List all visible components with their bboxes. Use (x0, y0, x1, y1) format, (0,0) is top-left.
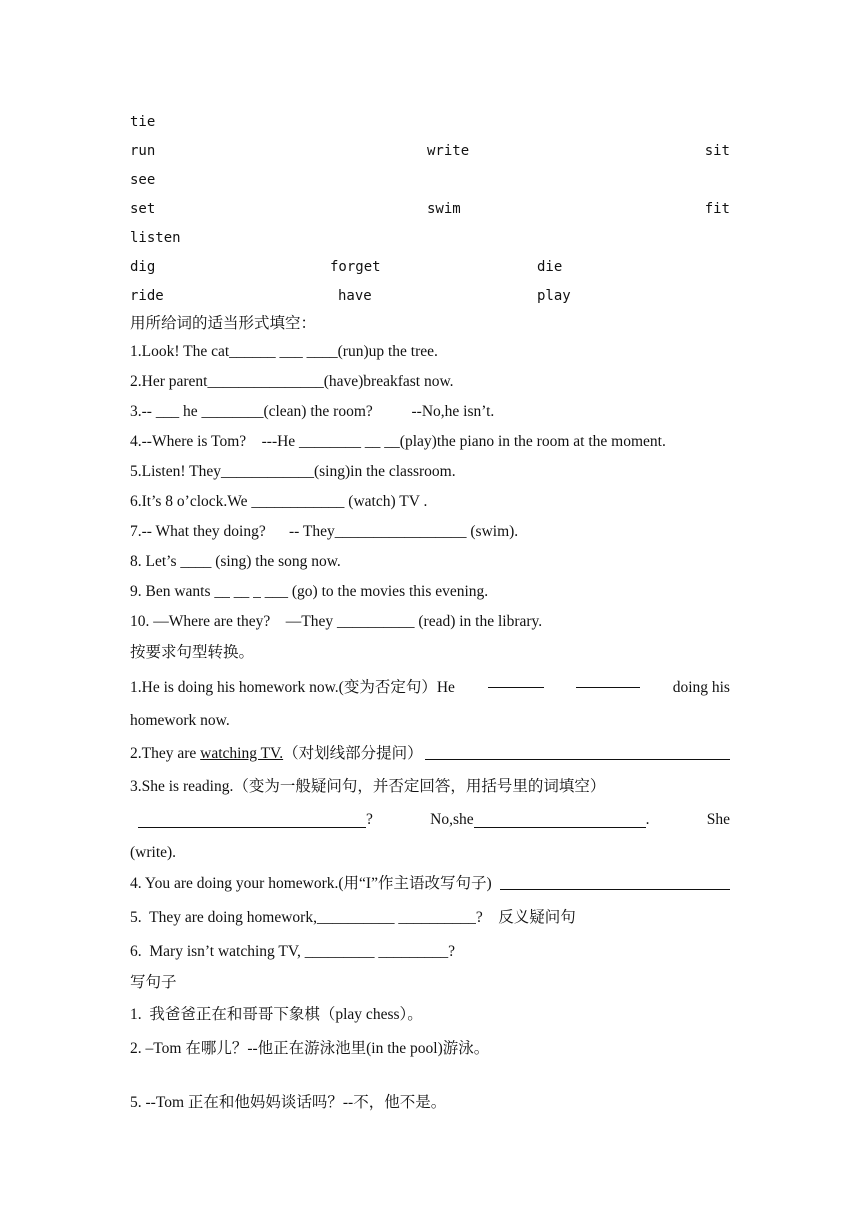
word: forget (330, 259, 381, 275)
word: dig (130, 259, 156, 275)
word: sit (704, 143, 730, 159)
exercise-item: 4.--Where is Tom? ---He ________ __ __(play)the piano in the room at the moment. (130, 433, 666, 450)
spacer (130, 1066, 730, 1088)
answer-line-wrap (423, 737, 730, 770)
answer-blank (576, 671, 640, 688)
item-text: 2.They are (130, 745, 201, 762)
word: run (130, 143, 156, 159)
word: have (338, 288, 372, 304)
word: write (427, 143, 470, 159)
answer-blank (138, 811, 366, 828)
item-text: . (645, 811, 650, 828)
word-row (130, 195, 730, 224)
section-title: 按要求句型转换。 (130, 644, 255, 661)
section-title: 用所给词的适当形式填空： (130, 315, 317, 332)
exercise-item: 1.Look! The cat______ ___ ____(run)up the tree. (130, 343, 438, 360)
exercise-item: 9. Ben wants __ __ _ ___ (go) to the movies this evening. (130, 583, 489, 600)
item-text: doing his (672, 679, 730, 696)
item-text: 3.She is reading.（变为一般疑问句，并否定回答，用括号里的词填空） (130, 778, 606, 795)
exercise-item: 2.Her parent_______________(have)breakfast now. (130, 373, 454, 390)
word-row (130, 108, 730, 137)
transform-item (130, 737, 730, 770)
item-text: No,she (430, 811, 474, 828)
word: play (537, 288, 571, 304)
answer-blank (488, 671, 544, 688)
exercise-item: 8. Let’s ____ (sing) the song now. (130, 553, 341, 570)
exercise-item: 7.-- What they doing? -- They_________________ (swim). (130, 523, 519, 540)
sentence-item: 5. --Tom 正在和他妈妈谈话吗？--不，他不是。 (130, 1094, 447, 1111)
item-text: homework now. (130, 712, 230, 729)
transform-item (130, 671, 730, 704)
word-row (130, 224, 730, 253)
word-row (130, 253, 730, 282)
answer-blank (500, 873, 730, 890)
item-text: ? (366, 811, 373, 828)
word-row (130, 137, 730, 166)
word: ride (130, 288, 164, 304)
sentence-item: 2. –Tom 在哪儿？--他正在游泳池里(in the pool)游泳。 (130, 1040, 490, 1057)
word: tie (130, 114, 156, 130)
item-text: 1.He is doing his homework now.(变为否定句）He (130, 679, 455, 696)
sentence-item: 1. 我爸爸正在和哥哥下象棋（play chess）。 (130, 1006, 423, 1023)
section-title: 写句子 (130, 974, 177, 991)
word-row (130, 282, 730, 311)
answer-line-wrap (492, 867, 730, 901)
exercise-item: 6.It’s 8 o’clock.We ____________ (watch) TV . (130, 493, 428, 510)
answer-blank (474, 811, 646, 828)
transform-item (130, 867, 730, 901)
word: listen (130, 230, 181, 246)
exercise-item: 3.-- ___ he ________(clean) the room? --No,he isn’t. (130, 403, 495, 420)
transform-item: 6. Mary isn’t watching TV, _________ _________? (130, 943, 456, 960)
item-text: (write). (130, 844, 177, 861)
word: fit (704, 201, 730, 217)
transform-item (130, 803, 730, 836)
underlined-phrase: watching TV. (200, 745, 284, 762)
word: set (130, 201, 156, 217)
worksheet-page (130, 108, 730, 1118)
word: see (130, 172, 156, 188)
exercise-item: 10. —Where are they? —They __________ (read) in the library. (130, 613, 543, 630)
item-text: （对划线部分提问） (283, 745, 423, 762)
word-row (130, 166, 730, 195)
word: swim (427, 201, 461, 217)
transform-item: 5. They are doing homework,__________ __________? 反义疑问句 (130, 909, 576, 926)
item-text: 4. You are doing your homework.(用“I”作主语改写句子) (130, 875, 492, 892)
answer-blank (425, 743, 730, 760)
exercise-item: 5.Listen! They____________(sing)in the classroom. (130, 463, 456, 480)
word: die (537, 259, 563, 275)
item-text: She (706, 811, 730, 828)
